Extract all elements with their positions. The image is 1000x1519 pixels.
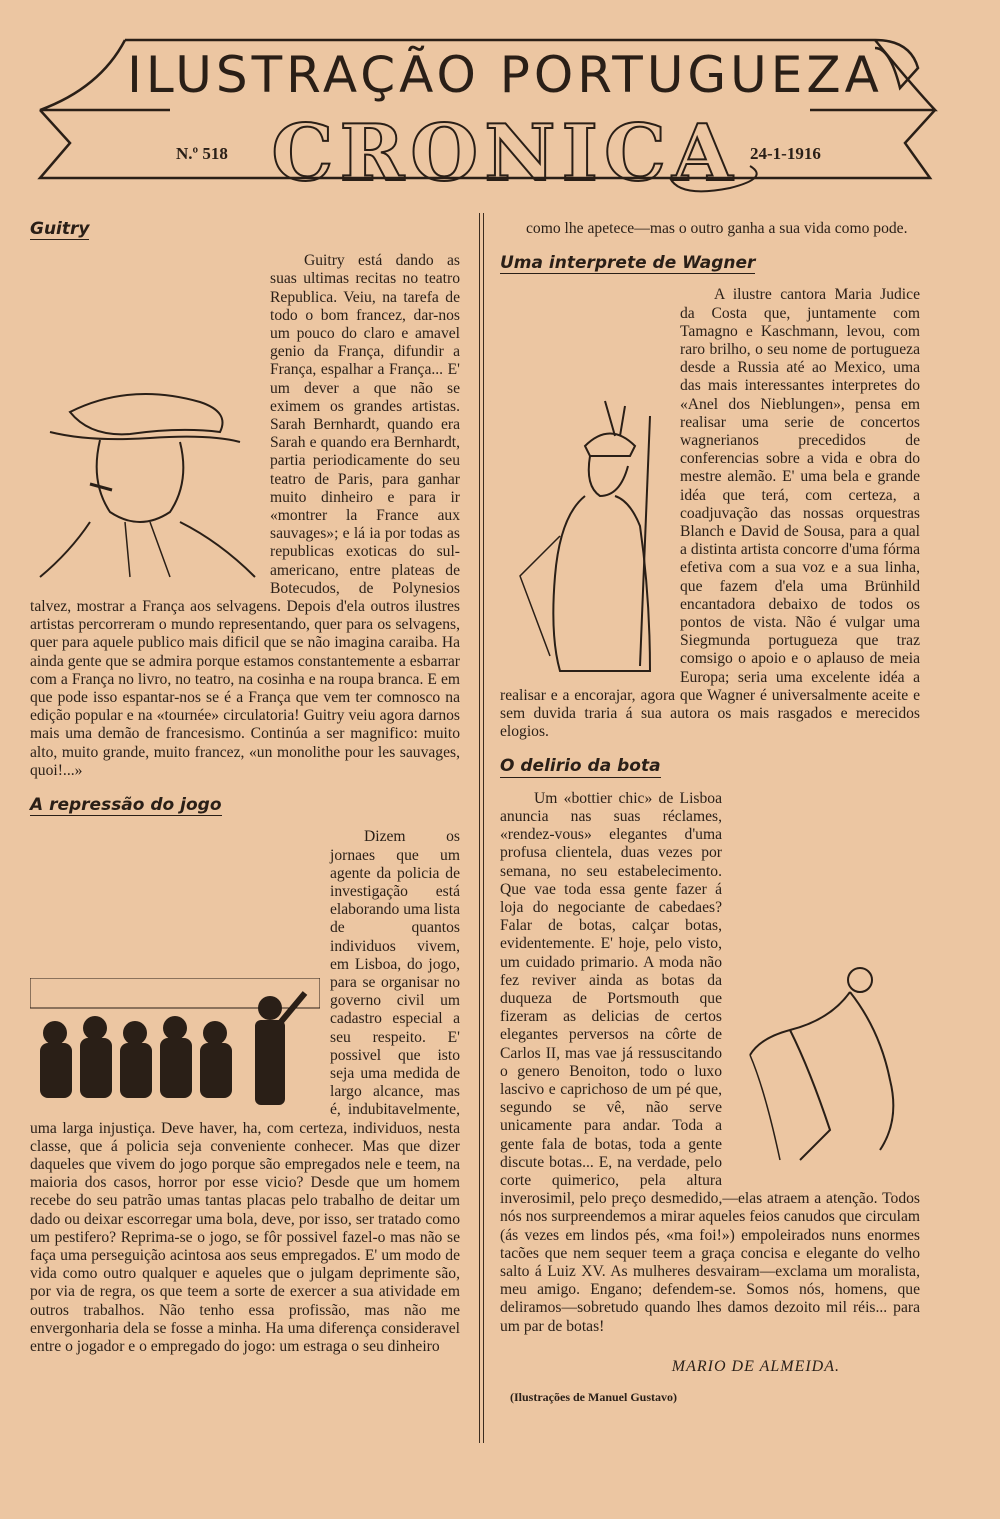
brunhild-illustration: [500, 396, 670, 676]
guitry-caricature-illustration: [30, 372, 260, 582]
left-column: [30, 220, 460, 1356]
article-body-interprete-de-wagner: A ilustre cantora Maria Judice da Costa que, juntamente com Tamagno e Kaschmann, levou, com raro brilho, o seu nome de portugueza desde a Russia até ao Mexico, uma das mais interessantes interpretes do «Anel dos Nieblungen», pensa em realisar uma serie de concertos wagnerianos precedidos de conferencias sobre a vida e obra do mestre alemão. E' uma bela e grande idéa que terá, com certeza, a coadjuvação das nossas orquestras Blanch e David de Sousa, para a qual a distinta artista concorre d'uma fórma efetiva com a sua voz e a sua linha, que fazem d'ela uma Brünhild encantadora debaixo de todos os pontos de vista. Não é vulgar uma Siegmunda portugueza que traz comsigo o apoio e o aplauso de meia Europa; seria uma excelente idéa a realisar e a encorajar, agora que Wagner é universalmente aceite e sem duvida traria á sua autora os mais rasgados e merecidos elogios.: [500, 286, 920, 741]
masthead-title: ILUSTRAÇÃO PORTUGUEZA: [127, 46, 883, 104]
boot-fashion-lady-illustration: [730, 960, 920, 1170]
masthead-section-title: CRONICA: [271, 108, 739, 199]
article-heading-guitry: Guitry: [30, 219, 90, 239]
column-divider: [479, 213, 480, 1443]
article-body-guitry: Guitry está dando as suas ultimas recitas no teatro Republica. Veiu, na tarefa de todo o bom francez, dar-nos um pouco do claro e amavel genio da França, difundir a França, espalhar a França... E' um dever a que não se eximem os grandes artistas. Sarah Bernhardt, quando era Sarah e quando era Bernhardt, partia periodicamente do seu teatro de Paris, para ganhar muito dinheiro e para ir «montrer la France aux sauvages»; e lá ia por todas as republicas exoticas do sul-americano, entre plateas de Botecudos, de Polynesios talvez, mostrar a França aos selvagens. Depois d'ela outros ilustres artistas percorreram o mundo representando, quer para os selvagens, quer para aquele publico mais dificil que se não imagina caraiba. Ha ainda gente que se admira porque estamos constantemente a esbarrar com a França no livro, no teatro, na cosinha e na roupa branca. E em que pode isso espantar-nos se é a França que vem ter comnosco na edição popular e na «tournée» circulatoria! Guitry veiu agora darnos mais uma demão de francesismo. Continúa a ser magnifico: muito alto, muito grande, muito francez, «un monolithe pour les sauvages, quoi!...»: [30, 252, 460, 779]
article-body-repressao-do-jogo: Dizem os jornaes que um agente da policia de investigação está elaborando uma lista de quantos individuos vivem, em Lisboa, do jogo, para se organisar no governo civil um cadastro especial a seu respeito. E' possivel que isto seja uma medida de largo alcance, mas é, indubitavelmente, uma larga injustiça. Deve haver, ha, com certeza, individuos, nesta classe, que á policia seja conveniente conhecer. Mas que dizer daqueles que vivem do jogo porque são empregados nele e teem, na maioria dos casos, horror por esse vicio? Desde que um homem recebe do seu patrão umas tantas placas pelo trabalho de deitar um dado ou deixar escorregar uma bola, deve, por isso, ser tratado como um pestifero? Reprima-se o jogo, se fôr possivel fazel-o mas não se faça uma perseguição acintosa aos seus empregados. E' um modo de vida como outro qualquer e aqueles que o julgam deprimente são, por via de regra, os que teem a sorte de exercer a sua atividade em outros trabalhos. Não tenho essa profissão, mas não me envergonharia dela se fosse a minha. Ha uma diferença consideravel entre o jogador e o empregado do jogo: um estraga o seu dinheiro: [30, 828, 460, 1355]
issue-date: 24-1-1916: [750, 144, 821, 163]
issue-number: N.º 518: [176, 144, 228, 163]
article-heading-delirio-da-bota: O delirio da bota: [500, 756, 661, 777]
right-column: [500, 220, 920, 1406]
masthead: [30, 28, 980, 198]
gamblers-silhouette-illustration: [30, 978, 320, 1108]
author-signature: MARIO DE ALMEIDA.: [671, 1357, 840, 1375]
column-divider: [483, 213, 484, 1443]
article-heading-interprete-de-wagner: Uma interprete de Wagner: [500, 253, 756, 274]
article-continuation: como lhe apetece—mas o outro ganha a sua vida como pode.: [526, 220, 908, 237]
illustration-credit: (Ilustrações de Manuel Gustavo): [510, 1389, 677, 1404]
article-body-delirio-da-bota: Um «bottier chic» de Lisboa anuncia nas suas réclames, «rendez-vous» elegantes d'uma profusa clientela, duas vezes por semana, no seu estabelecimento. Que vae toda essa gente fazer á loja do negociante de cabedaes? Falar de botas, calçar botas, evidentemente. E' hoje, pelo visto, um cuidado primario. A moda não fez reviver ainda as botas da duqueza de Portsmouth que fizeram as delicias de certos elegantes perversos na côrte de Carlos II, mas vae já ressuscitando o genero Benoiton, todo o luxo lascivo e caprichoso de um pé que, segundo se vê, não serve unicamente para andar. Toda a gente fala de botas, toda a gente discute botas... E, na verdade, pelo corte quimerico, pela altura inverosimil, pelo preço desmedido,—elas atraem a atenção. Todos nós nos surpreendemos a mirar aqueles feios canudos que circulam (ás vezes em lindos pés, «ma foi!») empoleirados nuns enormes tacões que nem sequer teem a graça concisa e elegante do velho salto á Luiz XV. As mulheres desvairam—exclama um moralista, meu amigo. Engano; defendem-se. Somos nós, homens, que deliramos—sobretudo quando lhes damos dezoito mil réis... para um par de botas!: [500, 789, 920, 1335]
article-heading-repressao-do-jogo: A repressão do jogo: [30, 795, 222, 816]
